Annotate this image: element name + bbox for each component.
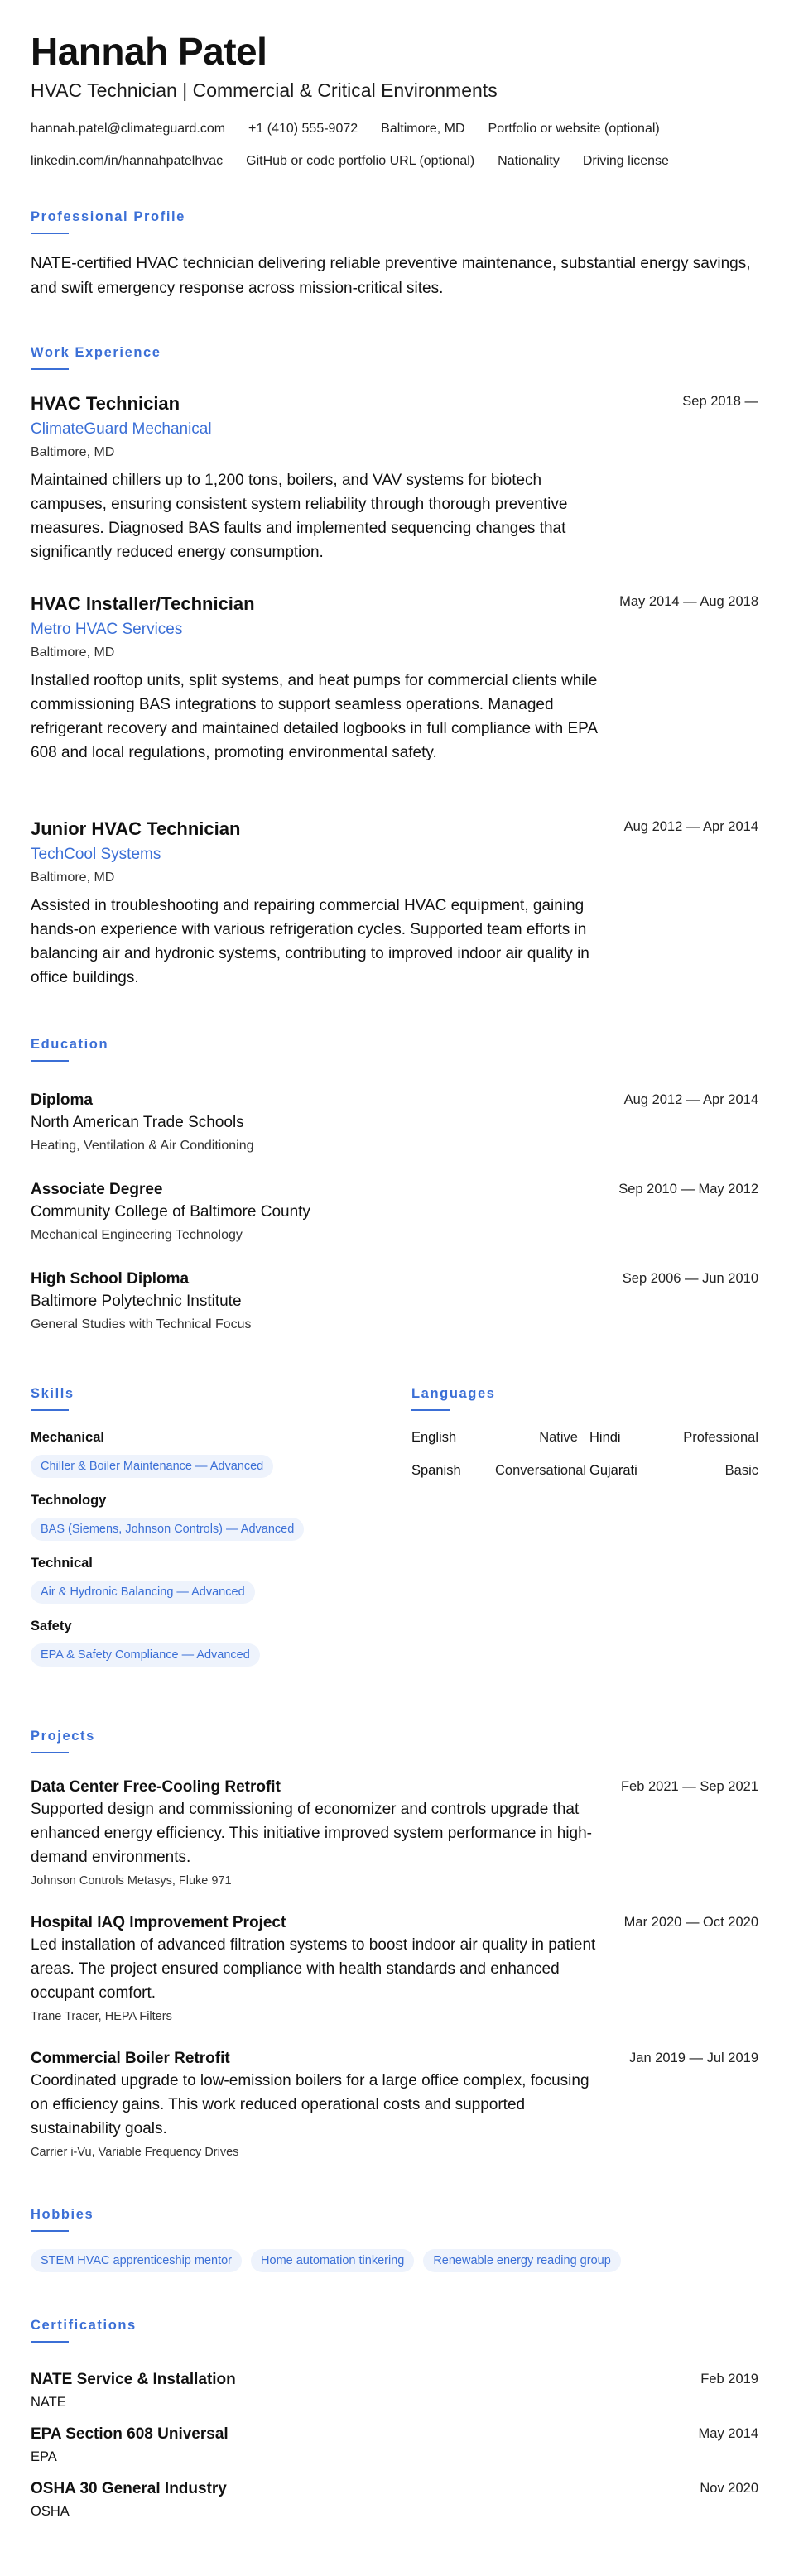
language-name: Gujarati <box>589 1463 637 1478</box>
project-item <box>31 1777 758 1889</box>
hobbies-list <box>31 2249 758 2272</box>
project-tech: Johnson Controls Metasys, Fluke 971 <box>31 1874 232 1888</box>
section-title-experience: Work Experience <box>31 345 161 360</box>
experience-dates: Sep 2018 — <box>682 394 758 409</box>
experience-description: Assisted in troubleshooting and repairing commercial HVAC equipment, gaining hands-on experience with various refrigeration cycles. Supported team efforts in balancing air and hydronic systems, contributing to improved indoor air quality in office buildings. <box>31 897 589 986</box>
education-field: General Studies with Technical Focus <box>31 1317 252 1331</box>
language-name: Spanish <box>411 1463 461 1478</box>
skill-chip: Chiller & Boiler Maintenance — Advanced <box>31 1455 273 1478</box>
skill-group <box>31 1428 378 1478</box>
section-title-projects: Projects <box>31 1729 95 1744</box>
section-divider <box>31 1060 69 1062</box>
language-name: Hindi <box>589 1430 621 1445</box>
section-divider <box>31 2230 69 2232</box>
skill-category: Technology <box>31 1493 107 1508</box>
certification-title: OSHA 30 General Industry <box>31 2480 227 2497</box>
candidate-role: HVAC Technician | Commercial & Critical Environments <box>31 79 498 101</box>
profile-section <box>31 209 758 301</box>
section-title-education: Education <box>31 1037 109 1052</box>
section-title-profile: Professional Profile <box>31 209 185 224</box>
experience-item <box>31 592 758 765</box>
experience-description: Installed rooftop units, split systems, and heat pumps for commercial clients while commissioning BAS integrations to support seamless operations. Managed refrigerant recovery and maintained detailed logbooks in full compliance with EPA 608 and local regulations, promoting environmental safety. <box>31 672 598 761</box>
education-school: Baltimore Polytechnic Institute <box>31 1293 242 1310</box>
languages-section <box>411 1385 758 1480</box>
project-dates: Mar 2020 — Oct 2020 <box>623 1915 758 1930</box>
language-level: Conversational <box>495 1463 587 1478</box>
project-description: Supported design and commissioning of economizer and controls upgrade that enhanced energy efficiency. This initiative improved system performance in high-demand environments. <box>31 1801 593 1866</box>
certification-issuer: EPA <box>31 2449 57 2464</box>
language-level: Native <box>539 1430 578 1445</box>
hobbies-section <box>31 2206 758 2272</box>
section-divider <box>31 1752 69 1753</box>
experience-location: Baltimore, MD <box>31 645 115 660</box>
contact-email[interactable]: hannah.patel@climateguard.com <box>31 122 226 136</box>
projects-section <box>31 1728 758 1753</box>
certification-date: May 2014 <box>698 2426 758 2441</box>
project-item <box>31 2049 758 2161</box>
certification-date: Feb 2019 <box>700 2372 758 2387</box>
experience-company[interactable]: TechCool Systems <box>31 846 161 863</box>
candidate-name: Hannah Patel <box>31 30 267 73</box>
project-tech: Carrier i-Vu, Variable Frequency Drives <box>31 2146 239 2159</box>
section-divider <box>31 1409 69 1411</box>
experience-title: HVAC Installer/Technician <box>31 593 255 614</box>
section-divider <box>31 2341 69 2343</box>
education-dates: Aug 2012 — Apr 2014 <box>623 1092 758 1107</box>
contact-portfolio[interactable]: Portfolio or website (optional) <box>488 122 660 136</box>
education-degree: Diploma <box>31 1091 93 1109</box>
project-dates: Feb 2021 — Sep 2021 <box>620 1779 758 1794</box>
experience-location: Baltimore, MD <box>31 445 115 459</box>
project-title: Data Center Free-Cooling Retrofit <box>31 1778 281 1796</box>
profile-summary: NATE-certified HVAC technician delivering reliable preventive maintenance, substantial energy savings, and swift emergency response across mission-critical sites. <box>31 255 751 297</box>
contact-linkedin[interactable]: linkedin.com/in/hannahpatelhvac <box>31 154 224 168</box>
education-school: Community College of Baltimore County <box>31 1203 310 1221</box>
skills-section <box>31 1385 378 1667</box>
language-level: Basic <box>724 1463 758 1478</box>
project-title: Commercial Boiler Retrofit <box>31 2050 230 2067</box>
section-divider <box>31 368 69 370</box>
certification-item <box>31 2479 758 2521</box>
contact-phone[interactable]: +1 (410) 555-9072 <box>248 122 358 136</box>
skill-category: Mechanical <box>31 1430 104 1445</box>
education-school: North American Trade Schools <box>31 1114 244 1131</box>
skill-group <box>31 1491 378 1541</box>
project-title: Hospital IAQ Improvement Project <box>31 1914 286 1931</box>
project-item <box>31 1913 758 2025</box>
language-level: Professional <box>683 1430 758 1445</box>
education-item <box>31 1269 758 1334</box>
skill-chip: EPA & Safety Compliance — Advanced <box>31 1643 260 1667</box>
education-section <box>31 1036 758 1062</box>
experience-company[interactable]: Metro HVAC Services <box>31 621 183 638</box>
language-name: English <box>411 1430 457 1445</box>
section-title-hobbies: Hobbies <box>31 2207 94 2222</box>
project-dates: Jan 2019 — Jul 2019 <box>629 2051 758 2065</box>
section-title-skills: Skills <box>31 1386 75 1401</box>
experience-section <box>31 344 758 370</box>
section-title-certifications: Certifications <box>31 2318 137 2333</box>
hobby-chip: STEM HVAC apprenticeship mentor <box>31 2249 242 2272</box>
experience-title: HVAC Technician <box>31 393 180 414</box>
education-dates: Sep 2010 — May 2012 <box>618 1182 758 1197</box>
experience-dates: Aug 2012 — Apr 2014 <box>623 819 758 834</box>
section-divider <box>411 1409 450 1411</box>
education-item <box>31 1091 758 1155</box>
skill-group <box>31 1554 378 1604</box>
project-description: Led installation of advanced filtration systems to boost indoor air quality in patient areas. The project ensured compliance with health standards and enhanced occupant comfort. <box>31 1936 596 2002</box>
resume-header <box>31 30 758 170</box>
contact-nationality: Nationality <box>498 154 560 168</box>
certification-issuer: OSHA <box>31 2504 70 2519</box>
education-field: Mechanical Engineering Technology <box>31 1228 243 1242</box>
experience-company[interactable]: ClimateGuard Mechanical <box>31 420 212 438</box>
contact-github[interactable]: GitHub or code portfolio URL (optional) <box>246 154 475 168</box>
skill-chip: BAS (Siemens, Johnson Controls) — Advanced <box>31 1518 304 1541</box>
languages-list <box>411 1428 758 1480</box>
section-title-languages: Languages <box>411 1386 496 1401</box>
certification-date: Nov 2020 <box>700 2481 758 2496</box>
education-item <box>31 1180 758 1245</box>
certification-item <box>31 2370 758 2411</box>
certifications-section <box>31 2317 758 2343</box>
contact-location: Baltimore, MD <box>381 122 465 136</box>
skill-chip: Air & Hydronic Balancing — Advanced <box>31 1581 255 1604</box>
contact-driving-license: Driving license <box>582 154 669 168</box>
experience-dates: May 2014 — Aug 2018 <box>619 594 758 609</box>
experience-item <box>31 392 758 564</box>
project-tech: Trane Tracer, HEPA Filters <box>31 2010 172 2023</box>
certification-item <box>31 2425 758 2466</box>
certification-title: EPA Section 608 Universal <box>31 2425 229 2443</box>
hobby-chip: Home automation tinkering <box>251 2249 414 2272</box>
experience-location: Baltimore, MD <box>31 871 115 885</box>
skill-category: Safety <box>31 1619 72 1633</box>
skill-category: Technical <box>31 1556 93 1571</box>
experience-title: Junior HVAC Technician <box>31 818 241 839</box>
experience-description: Maintained chillers up to 1,200 tons, boilers, and VAV systems for biotech campuses, ensuring consistent system reliability through thorough preventive measures. Diagnosed BAS faults and implemented sequencing changes that significantly reduced energy consumption. <box>31 472 568 561</box>
education-field: Heating, Ventilation & Air Conditioning <box>31 1139 254 1153</box>
education-degree: Associate Degree <box>31 1181 163 1198</box>
section-divider <box>31 233 69 234</box>
skill-group <box>31 1617 378 1667</box>
contact-row-1 <box>31 121 758 137</box>
experience-item <box>31 818 758 990</box>
certification-issuer: NATE <box>31 2395 66 2410</box>
education-dates: Sep 2006 — Jun 2010 <box>622 1271 758 1286</box>
project-description: Coordinated upgrade to low-emission boilers for a large office complex, focusing on efficiency gains. This work reduced operational costs and supported sustainability goals. <box>31 2072 589 2137</box>
certification-title: NATE Service & Installation <box>31 2371 236 2388</box>
contact-row-2 <box>31 153 758 170</box>
education-degree: High School Diploma <box>31 1270 190 1288</box>
hobby-chip: Renewable energy reading group <box>423 2249 620 2272</box>
